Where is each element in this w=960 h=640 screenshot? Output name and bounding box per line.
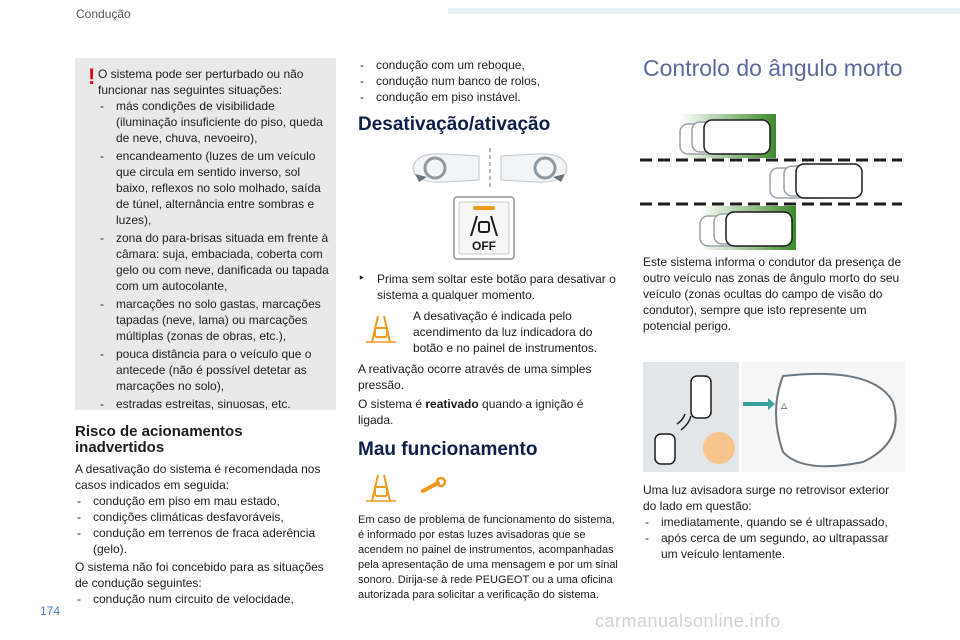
list-item: - marcações no solo gastas, marcações tapadas (neve, lama) ou marcações múltiplas (zonas de obras, etc.), xyxy=(98,296,330,344)
lane-warning-icon xyxy=(364,471,398,503)
list-item: - más condições de visibilidade (iluminação insuficiente do piso, queda de neve, chuva, nevoeiro), xyxy=(98,98,330,146)
reactivation-paragraph: A reativação ocorre através de uma simples pressão. xyxy=(358,362,592,392)
list-item: - encandeamento (luzes de um veículo que circula em sentido inverso, sol baixo, reflexos no solo molhado, saída de túnel, alternância entre sombras e luzes), xyxy=(98,148,330,228)
deactivation-heading: Desativação/ativação xyxy=(358,114,551,135)
list-item: - após cerca de um segundo, ao ultrapassar um veículo lentamente. xyxy=(643,530,905,562)
wrench-icon xyxy=(420,476,448,498)
watermark: carmanualsonline.info xyxy=(595,611,781,631)
warning-list xyxy=(98,98,330,414)
list-item: - condições climáticas desfavoráveis, xyxy=(75,509,337,525)
list-item: - imediatamente, quando se é ultrapassado, xyxy=(643,514,905,530)
warning-intro: O sistema pode ser perturbado ou não funcionar nas seguintes situações: xyxy=(98,67,304,97)
page-number: 174 xyxy=(40,604,61,618)
car-icon xyxy=(700,212,792,246)
off-label: OFF xyxy=(472,239,496,253)
risk-paragraph: A desativação do sistema é recomendada nos casos indicados em seguida: xyxy=(75,462,321,492)
risk-list xyxy=(75,493,337,557)
car-icon xyxy=(770,164,862,198)
malfunction-heading: Mau funcionamento xyxy=(358,439,538,460)
list-item: - condução num circuito de velocidade, xyxy=(75,591,337,607)
blindspot-light-paragraph: Uma luz avisadora surge no retrovisor exterior do lado em questão: xyxy=(643,483,890,513)
deactivation-instruction: Prima sem soltar este botão para desativar o sistema a qualquer momento. xyxy=(377,272,616,302)
blindspot-list xyxy=(643,514,905,562)
blindspot-zones-diagram xyxy=(640,112,902,254)
risk-paragraph-2: O sistema não foi concebido para as situações de condução seguintes: xyxy=(75,560,324,590)
list-item: - pouca distância para o veículo que o antecede (não é possível detetar as marcações no solo), xyxy=(98,346,330,394)
car-icon xyxy=(680,120,770,154)
section-header: Condução xyxy=(76,7,131,21)
header-rule xyxy=(448,8,960,14)
car-icon xyxy=(691,376,711,418)
mirror-warning-diagram xyxy=(643,362,905,472)
lane-assist-off-button[interactable] xyxy=(453,196,515,260)
risk-heading: Risco de acionamentos inadvertidos xyxy=(75,423,243,456)
list-item: - condução em piso em mau estado, xyxy=(75,493,337,509)
sensor-zone xyxy=(703,432,735,464)
deactivation-note: A desativação é indicada pelo acendimento da luz indicadora do botão e no painel de instrumentos. xyxy=(413,309,598,355)
bullet-arrow-icon: ‣ xyxy=(358,271,366,285)
indicator-light xyxy=(473,206,495,210)
list-item: - condução num banco de rolos, xyxy=(358,73,598,89)
list-item: - estradas estreitas, sinuosas, etc. xyxy=(98,396,330,412)
list-item: - condução em terrenos de fraca aderência (gelo). xyxy=(75,525,337,557)
risk-list-2 xyxy=(75,591,337,607)
mirror-shape xyxy=(776,374,896,466)
malfunction-paragraph: Em caso de problema de funcionamento do sistema, é informado por estas luzes avisadoras que se acendem no painel de instrumentos, acompanhadas pela apresentação de uma mensagem e por um sinal sonoro. Dirija-se à rede PEUGEOT ou a uma oficina autorizada para solicitar a verificação do sistema. xyxy=(358,514,618,601)
blindspot-heading: Controlo do ângulo morto xyxy=(643,55,903,81)
mirror-warning-icon: △ xyxy=(781,401,788,410)
warning-icon: ! xyxy=(88,64,96,89)
list-item: - zona do para-brisas situada em frente à câmara: suja, embaciada, coberta com gelo ou com neve, danificada ou tapada com um autocolante, xyxy=(98,230,330,294)
list-item: - condução com um reboque, xyxy=(358,57,598,73)
list-item: - condução em piso instável. xyxy=(358,89,598,105)
reactivation-ignition: O sistema é reativado quando a ignição é ligada. xyxy=(358,397,584,427)
risk-list-2-continued xyxy=(358,57,598,105)
steering-wheel-diagram xyxy=(405,146,575,190)
lane-warning-icon xyxy=(364,312,398,344)
blindspot-intro: Este sistema informa o condutor da presença de outro veículo nas zonas de ângulo morto do seu veículo (zonas ocultas do campo de visão do condutor), sempre que isto represente um potencial perigo. xyxy=(643,255,902,333)
car-icon xyxy=(655,434,675,464)
